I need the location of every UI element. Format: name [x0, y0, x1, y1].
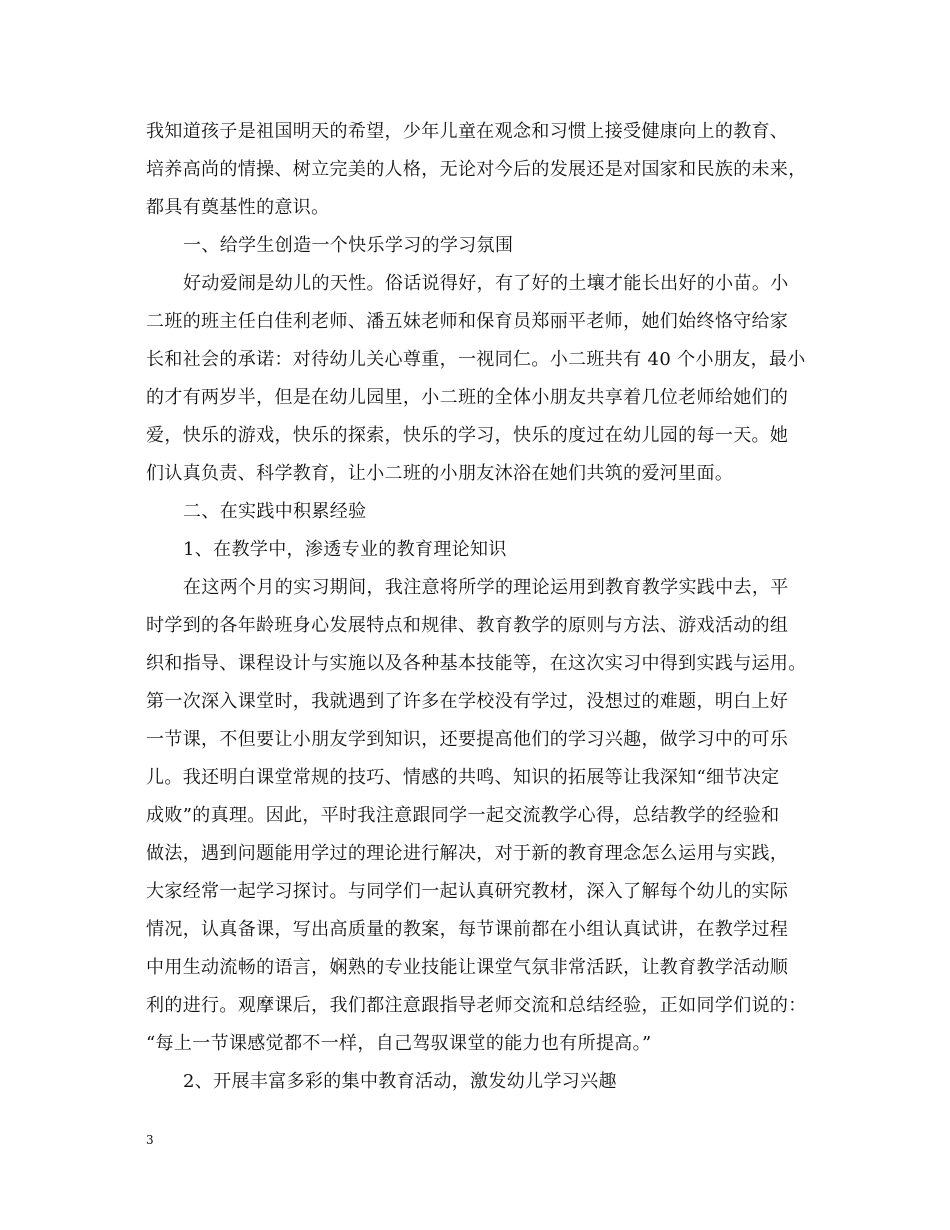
text-line: 培养高尚的情操、树立完美的人格，无论对今后的发展还是对国家和民族的未来，: [146, 159, 807, 180]
text-line: 爱，快乐的游戏，快乐的探索，快乐的学习，快乐的度过在幼儿园的每一天。她: [146, 425, 789, 446]
text-line: 做法，遇到问题能用学过的理论进行解决，对于新的教育理念怎么运用与实践，: [146, 843, 789, 864]
subsection-heading: 1、在教学中，渗透专业的教育理论知识: [183, 539, 507, 560]
text-line: 在这两个月的实习期间，我注意将所学的理论运用到教育教学实践中去，平: [183, 577, 789, 598]
subsection-heading: 2、开展丰富多彩的集中教育活动，激发幼儿学习兴趣: [183, 1071, 617, 1092]
text-line: 都具有奠基性的意识。: [146, 197, 330, 218]
text-line: 时学到的各年龄班身心发展特点和规律、教育教学的原则与方法、游戏活动的组: [146, 615, 789, 636]
text-line: 一节课，不但要让小朋友学到知识，还要提高他们的学习兴趣，做学习中的可乐: [146, 729, 789, 750]
text-line: 利的进行。观摩课后，我们都注意跟指导老师交流和总结经验，正如同学们说的：: [146, 995, 807, 1016]
text-line: 我知道孩子是祖国明天的希望，少年儿童在观念和习惯上接受健康向上的教育、: [146, 121, 789, 142]
text-line: 情况，认真备课，写出高质量的教案，每节课前都在小组认真试讲，在教学过程: [146, 919, 789, 940]
section-heading: 一、给学生创造一个快乐学习的学习氛围: [183, 235, 514, 256]
page-number: 3: [146, 1133, 154, 1147]
text-line: 大家经常一起学习探讨。与同学们一起认真研究教材，深入了解每个幼儿的实际: [146, 881, 789, 902]
text-line: 织和指导、课程设计与实施以及各种基本技能等，在这次实习中得到实践与运用。: [146, 653, 807, 674]
text-line: “每上一节课感觉都不一样，自己驾驭课堂的能力也有所提高。”: [146, 1033, 652, 1054]
section-heading: 二、在实践中积累经验: [183, 501, 367, 522]
text-line: 二班的班主任白佳利老师、潘五妹老师和保育员郑丽平老师，她们始终恪守给家: [146, 311, 789, 332]
text-line: 成败”的真理。因此，平时我注意跟同学一起交流教学心得，总结教学的经验和: [146, 805, 780, 826]
text-line: 的才有两岁半，但是在幼儿园里，小二班的全体小朋友共享着几位老师给她们的: [146, 387, 789, 408]
text-line: 儿。我还明白课堂常规的技巧、情感的共鸣、知识的拓展等让我深知“细节决定: [146, 767, 780, 788]
text-line: 好动爱闹是幼儿的天性。俗话说得好，有了好的土壤才能长出好的小苗。小: [183, 273, 789, 294]
text-line: 们认真负责、科学教育，让小二班的小朋友沐浴在她们共筑的爱河里面。: [146, 463, 734, 484]
text-line: 中用生动流畅的语言，娴熟的专业技能让课堂气氛非常活跃，让教育教学活动顺: [146, 957, 789, 978]
text-line: 长和社会的承诺：对待幼儿关心尊重，一视同仁。小二班共有 40 个小朋友，最小: [146, 349, 806, 370]
text-line: 第一次深入课堂时，我就遇到了许多在学校没有学过，没想过的难题，明白上好: [146, 691, 789, 712]
